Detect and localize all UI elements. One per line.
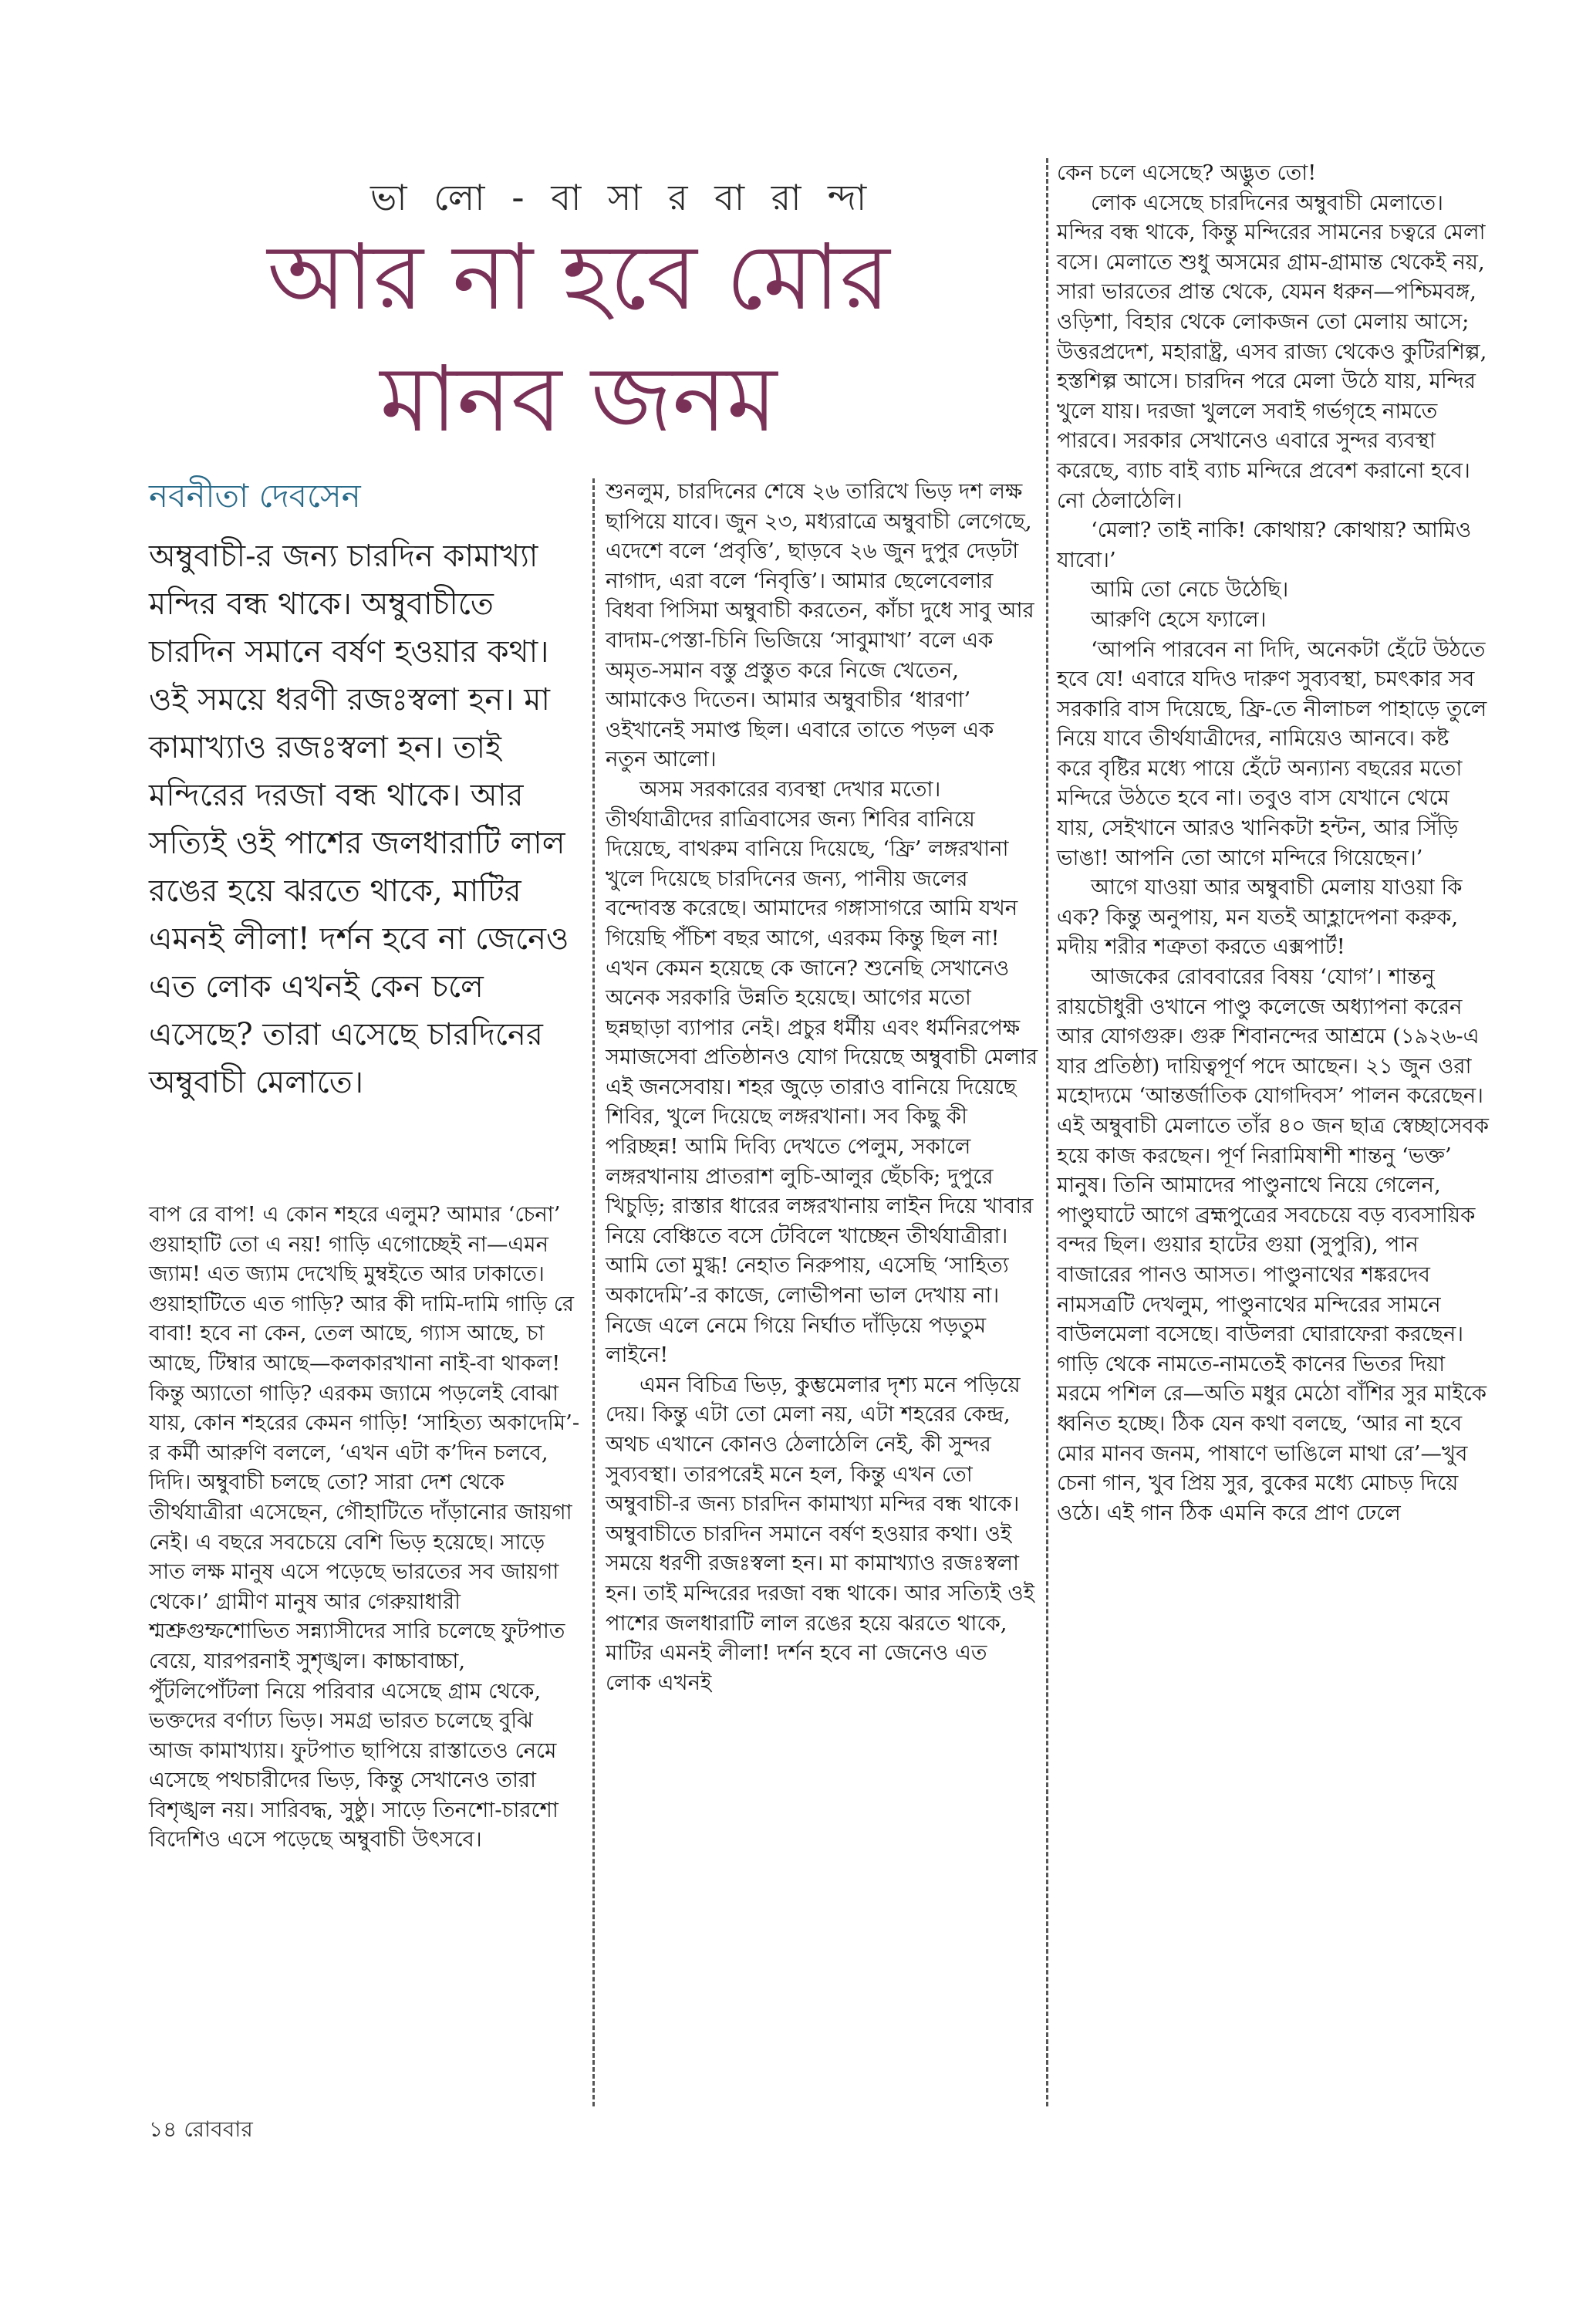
column-2 xyxy=(606,477,1039,1697)
author-byline: নবনীতা দেবসেন xyxy=(149,477,361,515)
column-3-paragraph-5: আরুণি হেসে ফ্যালে। xyxy=(1091,606,1267,632)
column-3-paragraph-7: আগে যাওয়া আর অম্বুবাচী মেলায় যাওয়া কি এক? কিন্তু অনুপায়, মন যতই আহ্লাদেপনা করুক, মদীয় শরীর শত্রুতা করতে এক্সপার্ট! xyxy=(1057,875,1463,960)
column-2-paragraph-2: অসম সরকারের ব্যবস্থা দেখার মতো। তীর্থযাত্রীদের রাত্রিবাসের জন্য শিবির বানিয়ে দিয়েছে, বাথরুম বানিয়ে দিয়েছে, ‘ফ্রি’ লঙ্গরখানা খুলে দিয়েছে চারদিনের জন্য, পানীয় জলের বন্দোবস্ত করেছে। আমাদের গঙ্গাসাগরে আমি যখন গিয়েছি পঁচিশ বছর আগে, এরকম কিন্তু ছিল না! এখন কেমন হয়েছে কে জানে? শুনেছি সেখানেও অনেক সরকারি উন্নতি হয়েছে। আগের মতো ছন্নছাড়া ব্যাপার নেই। প্রচুর ধর্মীয় এবং ধর্মনিরপেক্ষ সমাজসেবা প্রতিষ্ঠানও যোগ দিয়েছে অম্বুবাচী মেলার এই জনসেবায়। শহর জুড়ে তারাও বানিয়ে দিয়েছে শিবির, খুলে দিয়েছে লঙ্গরখানা। সব কিছু কী পরিচ্ছন্ন! আমি দিব্যি দেখতে পেলুম, সকালে লঙ্গরখানায় প্রাতরাশ লুচি-আলুর ছেঁচকি; দুপুরে খিচুড়ি; রাস্তার ধারের লঙ্গরখানায় লাইন দিয়ে খাবার নিয়ে বেঞ্চিতে বসে টেবিলে খাচ্ছেন তীর্থযাত্রীরা। আমি তো মুগ্ধ! নেহাত নিরুপায়, এসেছি ‘সাহিত্য অকাদেমি’-র কাজে, লোভীপনা ভাল দেখায় না। নিজে এলে নেমে গিয়ে নির্ঘাত দাঁড়িয়ে পড়তুম লাইনে! xyxy=(606,776,1038,1368)
column-2-paragraph-1: শুনলুম, চারদিনের শেষে ২৬ তারিখে ভিড় দশ লক্ষ ছাপিয়ে যাবে। জুন ২৩, মধ্যরাত্রে অম্বুবাচী লেগেছে, এদেশে বলে ‘প্রবৃত্তি’, ছাড়বে ২৬ জুন দুপুর দেড়টা নাগাদ, এরা বলে ‘নিবৃত্তি’। আমার ছেলেবেলার বিধবা পিসিমা অম্বুবাচী করতেন, কাঁচা দুধে সাবু আর বাদাম-পেস্তা-চিনি ভিজিয়ে ‘সাবুমাখা’ বলে এক অমৃত-সমান বস্তু প্রস্তুত করে নিজে খেতেন, আমাকেও দিতেন। আমার অম্বুবাচীর ‘ধারণা’ ওইখানেই সমাপ্ত ছিল। এবারে তাতে পড়ল এক নতুন আলো। xyxy=(606,479,1034,772)
column-3-paragraph-2: লোক এসেছে চারদিনের অম্বুবাচী মেলাতে। মন্দির বন্ধ থাকে, কিন্তু মন্দিরের সামনের চত্বরে মেলা বসে। মেলাতে শুধু অসমের গ্রাম-গ্রামান্ত থেকেই নয়, সারা ভারতের প্রান্ত থেকে, যেমন ধরুন—পশ্চিমবঙ্গ, ওড়িশা, বিহার থেকে লোকজন তো মেলায় আসে; উত্তরপ্রদেশ, মহারাষ্ট্র, এসব রাজ্য থেকেও কুটিরশিল্প, হস্তশিল্প আসে। চারদিন পরে মেলা উঠে যায়, মন্দির খুলে যায়। দরজা খুললে সবাই গর্ভগৃহে নামতে পারবে। সরকার সেখানেও এবারে সুন্দর ব্যবস্থা করেছে, ব্যাচ বাই ব্যাচ মন্দিরে প্রবেশ করানো হবে। নো ঠেলাঠেলি। xyxy=(1057,190,1487,513)
column-1 xyxy=(149,1200,581,1855)
headline-line-2: মানব জনম xyxy=(380,346,778,452)
column-3-paragraph-6: ‘আপনি পারবেন না দিদি, অনেকটা হেঁটে উঠতে হবে যে! এবারে যদিও দারুণ সুব্যবস্থা, চমৎকার সব সরকারি বাস দিয়েছে, ফ্রি-তে নীলাচল পাহাড়ে তুলে নিয়ে যাবে তীর্থযাত্রীদের, নামিয়েও আনবে। কষ্ট করে বৃষ্টির মধ্যে পায়ে হেঁটে অন্যান্য বছরের মতো মন্দিরে উঠতে হবে না। তবুও বাস যেখানে থেমে যায়, সেইখানে আরও খানিকটা হন্টন, আর সিঁড়ি ভাঙা! আপনি তো আগে মন্দিরে গিয়েছেন।’ xyxy=(1057,637,1487,870)
standfirst-text: অম্বুবাচী-র জন্য চারদিন কামাখ্যা মন্দির বন্ধ থাকে। অম্বুবাচীতে চারদিন সমানে বর্ষণ হওয়ার কথা। ওই সময়ে ধরণী রজঃস্বলা হন। মা কামাখ্যাও রজঃস্বলা হন। তাই মন্দিরের দরজা বন্ধ থাকে। আর সত্যিই ওই পাশের জলধারাটি লাল রঙের হয়ে ঝরতে থাকে, মাটির এমনই লীলা! দর্শন হবে না জেনেও এত লোক এখনই কেন চলে এসেছে? তারা এসেছে চারদিনের অম্বুবাচী মেলাতে। xyxy=(149,539,569,1100)
headline xyxy=(231,216,926,460)
column-1-paragraph-1: বাপ রে বাপ! এ কোন শহরে এলুম? আমার ‘চেনা’ গুয়াহাটি তো এ নয়! গাড়ি এগোচ্ছেই না—এমন জ্যাম! এত জ্যাম দেখেছি মুম্বইতে আর ঢাকাতে। গুয়াহাটিতে এত গাড়ি? আর কী দামি-দামি গাড়ি রে বাবা! হবে না কেন, তেল আছে, গ্যাস আছে, চা আছে, টিম্বার আছে—কলকারখানা নাই-বা থাকল! কিন্তু অ্যাতো গাড়ি? এরকম জ্যামে পড়লেই বোঝা যায়, কোন শহরের কেমন গাড়ি! ‘সাহিত্য অকাদেমি’-র কর্মী আরুণি বললে, ‘এখন এটা ক’দিন চলবে, দিদি। অম্বুবাচী চলছে তো? সারা দেশ থেকে তীর্থযাত্রীরা এসেছেন, গৌহাটিতে দাঁড়ানোর জায়গা নেই। এ বছরে সবচেয়ে বেশি ভিড় হয়েছে। সাড়ে সাত লক্ষ মানুষ এসে পড়েছে ভারতের সব জায়গা থেকে।’ গ্রামীণ মানুষ আর গেরুয়াধারী শ্মশ্রুগুম্ফশোভিত সন্ন্যাসীদের সারি চলেছে ফুটপাত বেয়ে, যারপরনাই সুশৃঙ্খল। কাচ্চাবাচ্চা, পুঁটলিপোঁটলা নিয়ে পরিবার এসেছে গ্রাম থেকে, ভক্তদের বর্ণাঢ্য ভিড়। সমগ্র ভারত চলেছে বুঝি আজ কামাখ্যায়। ফুটপাত ছাপিয়ে রাস্তাতেও নেমে এসেছে পথচারীদের ভিড়, কিন্তু সেখানেও তারা বিশৃঙ্খল নয়। সারিবদ্ধ, সুষ্ঠু। সাড়ে তিনশো-চারশো বিদেশিও এসে পড়েছে অম্বুবাচী উৎসবে। xyxy=(149,1202,580,1853)
standfirst xyxy=(149,532,581,1106)
headline-line-1: আর না হবে মোর xyxy=(267,224,890,330)
page-folio: ১৪ রোববার xyxy=(149,2116,253,2142)
column-3 xyxy=(1057,158,1489,1528)
column-2-paragraph-3: এমন বিচিত্র ভিড়, কুম্ভমেলার দৃশ্য মনে পড়িয়ে দেয়। কিন্তু এটা তো মেলা নয়, এটা শহরের কেন্দ্র, অথচ এখানে কোনও ঠেলাঠেলি নেই, কী সুন্দর সুব্যবস্থা। তারপরেই মনে হল, কিন্তু এখন তো অম্বুবাচী-র জন্য চারদিন কামাখ্যা মন্দির বন্ধ থাকে। অম্বুবাচীতে চারদিন সমানে বর্ষণ হওয়ার কথা। ওই সময়ে ধরণী রজঃস্বলা হন। মা কামাখ্যাও রজঃস্বলা হন। তাই মন্দিরের দরজা বন্ধ থাকে। আর সত্যিই ওই পাশের জলধারাটি লাল রঙের হয়ে ঝরতে থাকে, মাটির এমনই লীলা! দর্শন হবে না জেনেও এত লোক এখনই xyxy=(606,1372,1034,1695)
column-3-paragraph-3: ‘মেলা? তাই নাকি! কোথায়? কোথায়? আমিও যাবো।’ xyxy=(1057,518,1472,573)
column-divider-1 xyxy=(592,478,595,2106)
column-3-paragraph-4: আমি তো নেচে উঠেছি। xyxy=(1091,577,1289,603)
column-3-paragraph-1: কেন চলে এসেছে? অদ্ভুত তো! xyxy=(1057,160,1317,185)
section-kicker: ভা লো - বা সা র বা রা ন্দা xyxy=(370,177,875,218)
column-3-paragraph-8: আজকের রোববারের বিষয় ‘যোগ’। শান্তনু রায়চৌধুরী ওখানে পাণ্ডু কলেজে অধ্যাপনা করেন আর যোগগুরু। গুরু শিবানন্দের আশ্রমে (১৯২৬-এ যার প্রতিষ্ঠা) দায়িত্বপূর্ণ পদে আছেন। ২১ জুন ওরা মহোদ্যমে ‘আন্তর্জাতিক যোগদিবস’ পালন করেছেন। এই অম্বুবাচী মেলাতে তাঁর ৪০ জন ছাত্র স্বেচ্ছাসেবক হয়ে কাজ করছেন। পূর্ণ নিরামিষাশী শান্তনু ‘ভক্ত’ মানুষ। তিনি আমাদের পাণ্ডুনাথে নিয়ে গেলেন, পাণ্ডুঘাটে আগে ব্রহ্মপুত্রের সবচেয়ে বড় ব্যবসায়িক বন্দর ছিল। গুয়ার হাটের গুয়া (সুপুরি), পান বাজারের পানও আসত। পাণ্ডুনাথের শঙ্করদেব নামসত্রটি দেখলুম, পাণ্ডুনাথের মন্দিরের সামনে বাউলমেলা বসেছে। বাউলরা ঘোরাফেরা করছেন। গাড়ি থেকে নামতে-নামতেই কানের ভিতর দিয়া মরমে পশিল রে—অতি মধুর মেঠো বাঁশির সুর মাইকে ধ্বনিত হচ্ছে। ঠিক যেন কথা বলছে, ‘আর না হবে মোর মানব জনম, পাষাণে ভাঙিলে মাথা রে’—খুব চেনা গান, খুব প্রিয় সুর, বুকের মধ্যে মোচড় দিয়ে ওঠে। এই গান ঠিক এমনি করে প্রাণ ঢেলে xyxy=(1057,964,1489,1525)
column-divider-2 xyxy=(1046,158,1048,2106)
